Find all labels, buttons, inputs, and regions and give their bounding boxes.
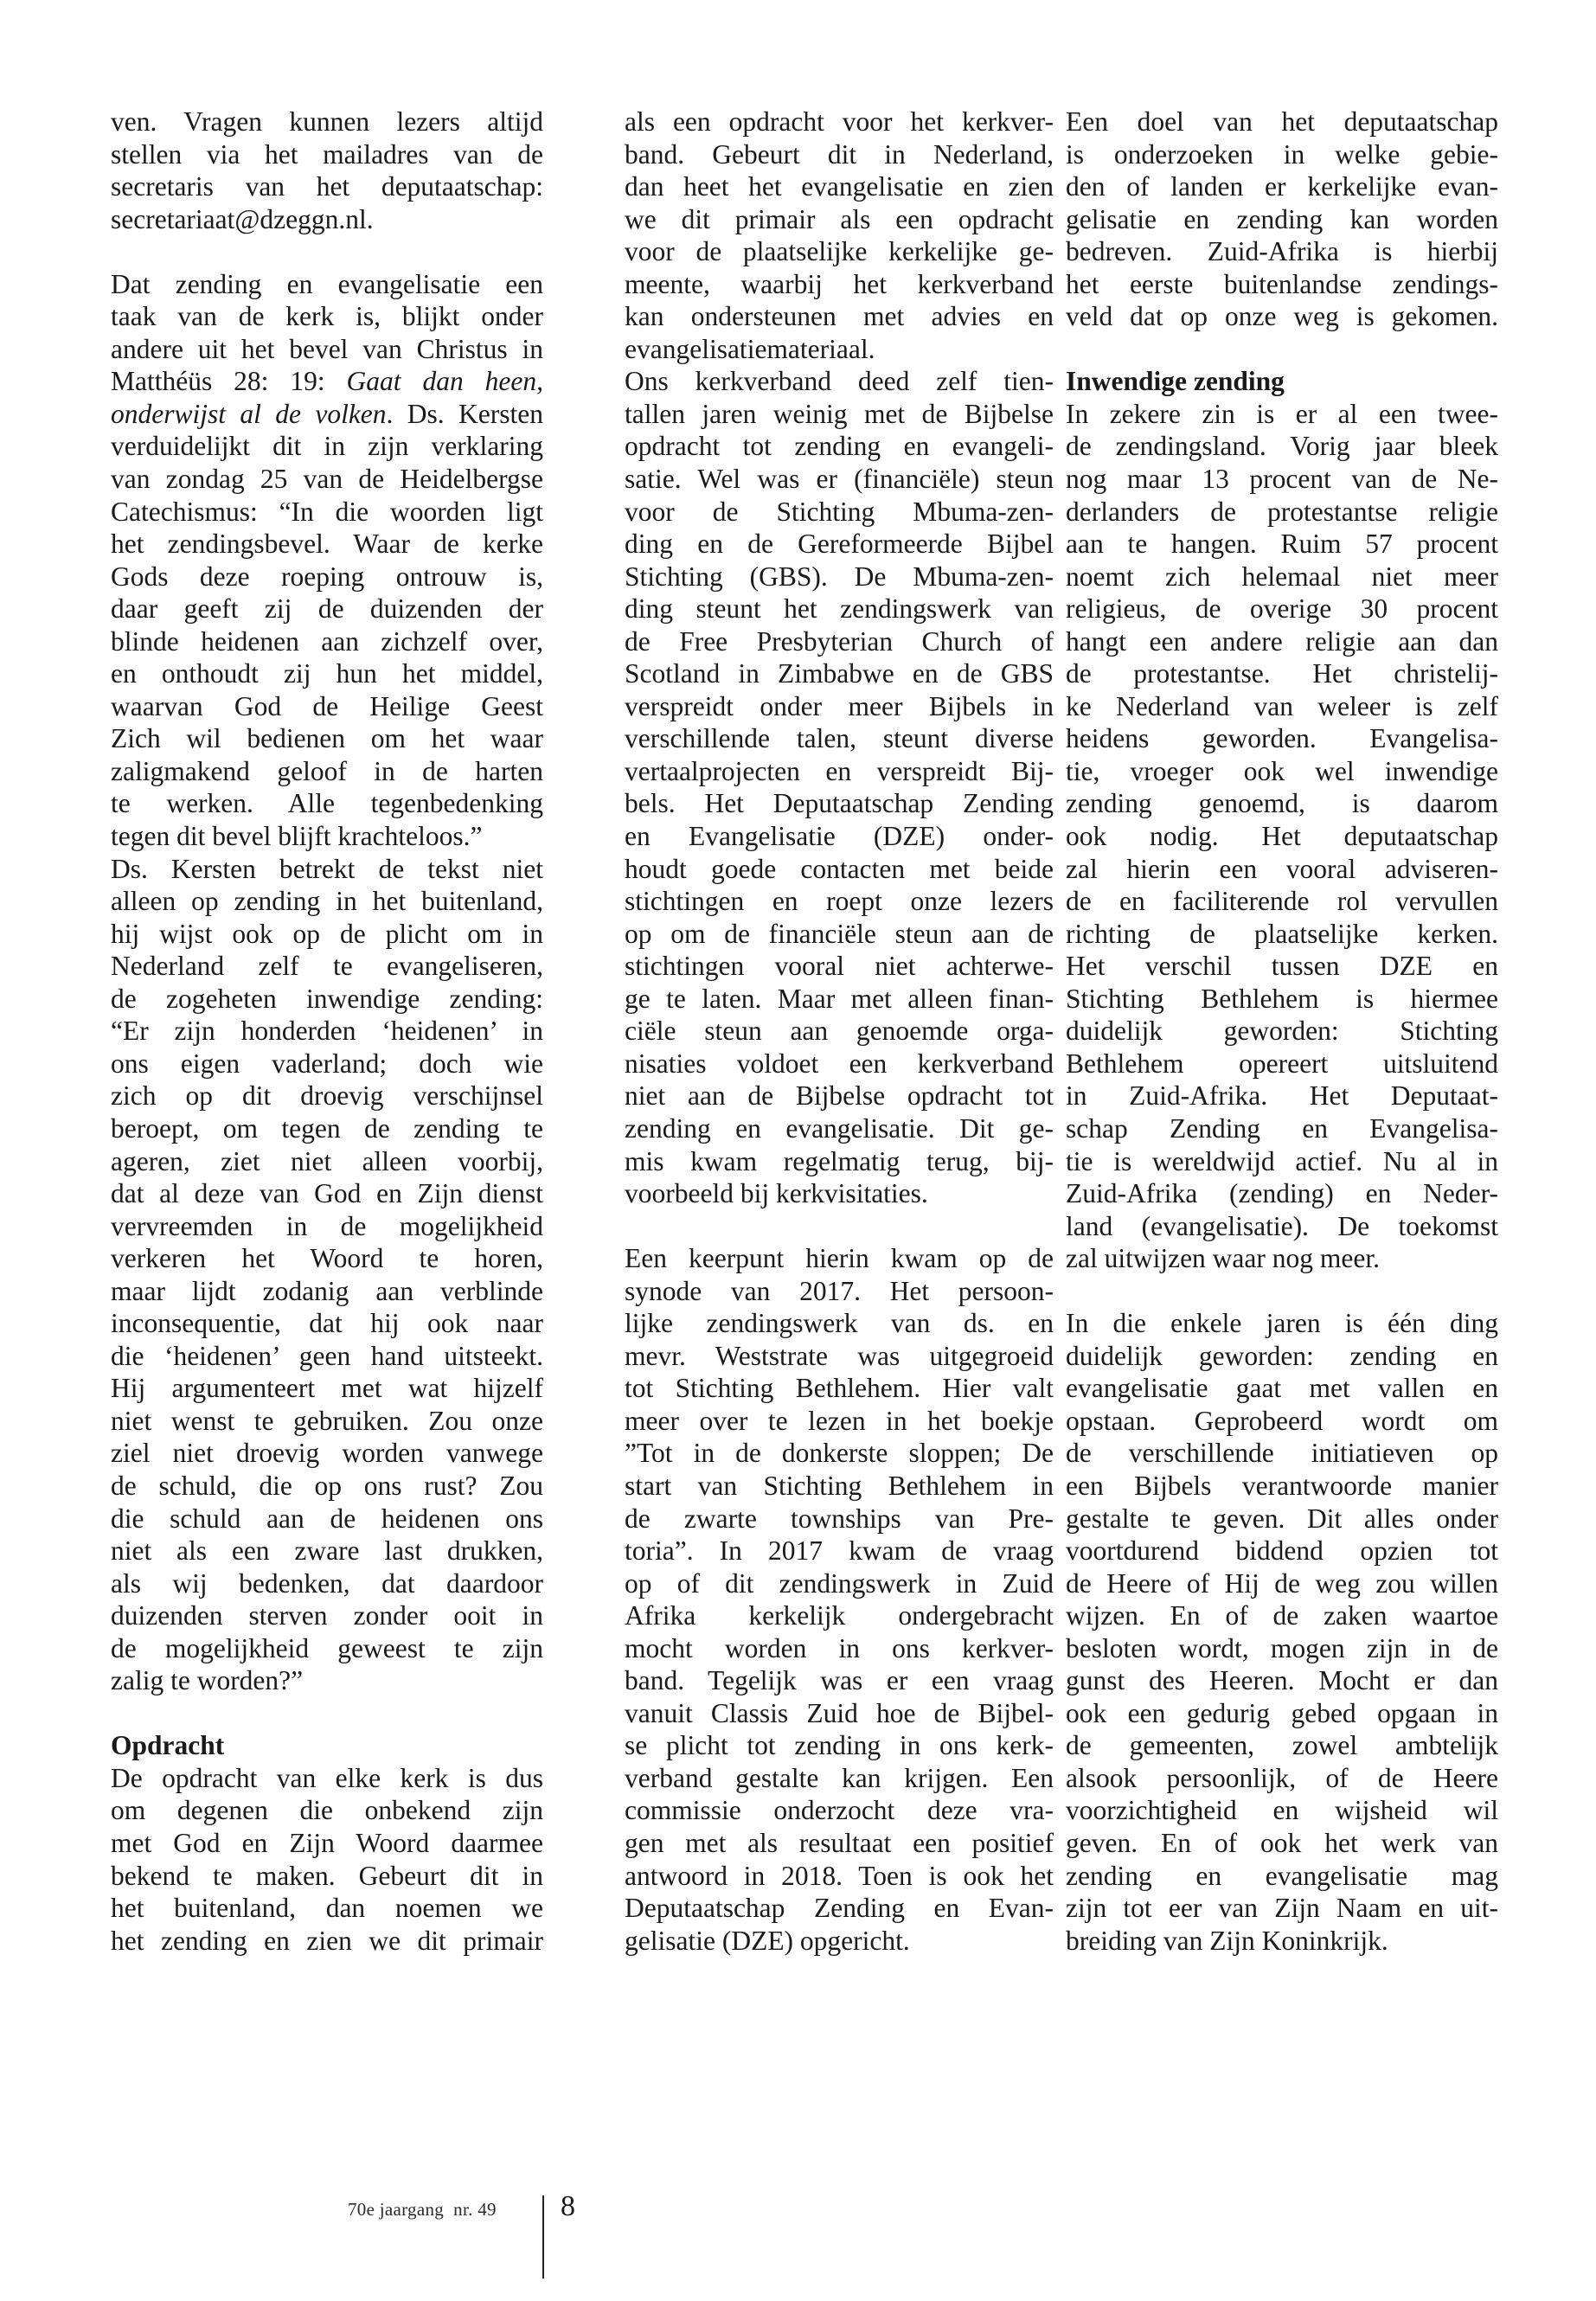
- text-line: commissie onderzocht deze vra-: [625, 1795, 1054, 1826]
- text-line: lijke zendingswerk van ds. en: [625, 1308, 1054, 1339]
- text-line: voorzichtigheid en wijsheid wil: [1066, 1795, 1498, 1826]
- text-line: beroept, om tegen de zending te: [111, 1112, 543, 1144]
- text-line: de protestantse. Het christelij-: [1066, 658, 1498, 689]
- text-line: vertaalprojecten en verspreidt Bij-: [625, 755, 1054, 786]
- text-line: dat al deze van God en Zijn dienst: [111, 1178, 543, 1209]
- paragraph-gap: [625, 1210, 1054, 1243]
- text-line: Nederland zelf te evangeliseren,: [111, 951, 543, 982]
- text-line: Een keerpunt hierin kwam op de: [625, 1243, 1054, 1274]
- text-line: is onderzoeken in welke gebie-: [1066, 138, 1498, 170]
- text-line: houdt goede contacten met beide: [625, 853, 1054, 884]
- text-line: dan heet het evangelisatie en zien: [625, 171, 1054, 202]
- text-line: satie. Wel was er (financiële) steun: [625, 464, 1054, 495]
- text-line: voorbeeld bij kerkvisitaties.: [625, 1178, 928, 1209]
- text-line: bels. Het Deputaatschap Zending: [625, 788, 1054, 819]
- text-line: veld dat op onze weg is gekomen.: [1066, 301, 1498, 332]
- text-line: stichtingen en roept onze lezers: [625, 886, 1054, 917]
- text-line: hij wijst ook op de plicht om in: [111, 918, 543, 949]
- text-line: het eerste buitenlandse zendings-: [1066, 268, 1498, 299]
- text-line: Zuid-Afrika (zending) en Neder-: [1066, 1178, 1498, 1209]
- text-line: duidelijk geworden: Stichting: [1066, 1016, 1498, 1047]
- text-line: niet wenst te gebruiken. Zou onze: [111, 1405, 543, 1436]
- text-line: synode van 2017. Het persoon-: [625, 1275, 1054, 1306]
- text-line: Zich wil bedienen om het waar: [111, 723, 543, 754]
- text-line: “Er zijn honderden ‘heidenen’ in: [111, 1016, 543, 1047]
- text-line: tie is wereldwijd actief. Nu al in: [1066, 1145, 1498, 1176]
- text-line: de zendingsland. Vorig jaar bleek: [1066, 431, 1498, 462]
- text-line: band. Gebeurt dit in Nederland,: [625, 138, 1054, 170]
- text-line: ook een gedurig gebed opgaan in: [1066, 1697, 1498, 1728]
- text-line: zal hierin een vooral adviseren-: [1066, 853, 1498, 884]
- text-line: verband gestalte kan krijgen. Een: [625, 1762, 1054, 1793]
- text-line: op of dit zendingswerk in Zuid: [625, 1567, 1054, 1599]
- paragraph-gap: [1066, 333, 1498, 366]
- text-line: Scotland in Zimbabwe en de GBS: [625, 658, 1054, 689]
- text-line: taak van de kerk is, blijkt onder: [111, 301, 543, 332]
- text-line: Dat zending en evangelisatie een: [111, 268, 543, 299]
- text-line: inconsequentie, dat hij ook naar: [111, 1308, 543, 1339]
- text-line: niet als een zware last drukken,: [111, 1535, 543, 1567]
- text-line: ke Nederland van weleer is zelf: [1066, 690, 1498, 721]
- text-line: het buitenland, dan noemen we: [111, 1893, 543, 1924]
- text-line: stellen via het mailadres van de: [111, 138, 543, 170]
- text-line: gelisatie (DZE) opgericht.: [625, 1925, 910, 1956]
- text-line: onderwijst al de volken. Ds. Kersten: [111, 398, 543, 429]
- text-line: verduidelijkt dit in zijn verklaring: [111, 431, 543, 462]
- text-line: een Bijbels verantwoorde manier: [1066, 1470, 1498, 1501]
- text-line: en onthoudt zij hun het middel,: [111, 658, 543, 689]
- text-line: ge te laten. Maar met alleen finan-: [625, 983, 1054, 1014]
- text-line: voortdurend biddend opzien tot: [1066, 1535, 1498, 1567]
- text-line: De opdracht van elke kerk is dus: [111, 1762, 543, 1793]
- text-line: nisaties voldoet een kerkverband: [625, 1048, 1054, 1079]
- text-line: Een doel van het deputaatschap: [1066, 106, 1498, 137]
- text-line: heidens geworden. Evangelisa-: [1066, 723, 1498, 754]
- text-line: Stichting Bethlehem is hiermee: [1066, 983, 1498, 1014]
- bible-quote-italic: Gaat dan heen,: [346, 366, 543, 397]
- text-line: mevr. Weststrate was uitgegroeid: [625, 1340, 1054, 1371]
- text-line: zending genoemd, is daarom: [1066, 788, 1498, 819]
- text-line: besloten wordt, mogen zijn in de: [1066, 1632, 1498, 1663]
- text-line: aan te hangen. Ruim 57 procent: [1066, 529, 1498, 560]
- column-middle: [625, 106, 1054, 1957]
- text-line: om degenen die onbekend zijn: [111, 1795, 543, 1826]
- text-line: duidelijk geworden: zending en: [1066, 1340, 1498, 1371]
- paragraph-gap: [111, 235, 543, 268]
- text-line: we dit primair als een opdracht: [625, 203, 1054, 234]
- text-line: Bethlehem opereert uitsluitend: [1066, 1048, 1498, 1079]
- text-line: ”Tot in de donkerste sloppen; De: [625, 1438, 1054, 1469]
- text-line: alleen op zending in het buitenland,: [111, 886, 543, 917]
- text-line: de Heere of Hij de weg zou willen: [1066, 1567, 1498, 1599]
- text-line: noemt zich helemaal niet meer: [1066, 561, 1498, 592]
- text-line: stichtingen vooral niet achterwe-: [625, 951, 1054, 982]
- text-line: opstaan. Geprobeerd wordt om: [1066, 1405, 1498, 1436]
- text-line: zending en evangelisatie. Dit ge-: [625, 1112, 1054, 1144]
- footer-issue-label: 70e jaargang nr. 49: [348, 2199, 497, 2220]
- text-line: evangelisatiemateriaal.: [625, 333, 875, 364]
- text-line: gunst des Heeren. Mocht er dan: [1066, 1665, 1498, 1696]
- text-line: meente, waarbij het kerkverband: [625, 268, 1054, 299]
- column-right: [1066, 106, 1498, 1957]
- text-line: de Free Presbyterian Church of: [625, 625, 1054, 657]
- text-line: band. Tegelijk was er een vraag: [625, 1665, 1054, 1696]
- text-line: Ons kerkverband deed zelf tien-: [625, 366, 1054, 397]
- text-line: se plicht tot zending in ons kerk-: [625, 1730, 1054, 1761]
- text-line: ding steunt het zendingswerk van: [625, 593, 1054, 625]
- text-line: kan ondersteunen met advies en: [625, 301, 1054, 332]
- text-line: opdracht tot zending en evangeli-: [625, 431, 1054, 462]
- text-line: ven. Vragen kunnen lezers altijd: [111, 106, 543, 137]
- text-line: Het verschil tussen DZE en: [1066, 951, 1498, 982]
- text-line: Ds. Kersten betrekt de tekst niet: [111, 853, 543, 884]
- text-line: het zendingsbevel. Waar de kerke: [111, 529, 543, 560]
- text-line: derlanders de protestantse religie: [1066, 496, 1498, 527]
- text-line: ding en de Gereformeerde Bijbel: [625, 529, 1054, 560]
- text-line: tie, vroeger ook wel inwendige: [1066, 755, 1498, 786]
- text-line: Stichting (GBS). De Mbuma-zen-: [625, 561, 1054, 592]
- text-line: Matthéüs 28: 19: Gaat dan heen,: [111, 366, 543, 397]
- text-line: mis kwam regelmatig terug, bij-: [625, 1145, 1054, 1176]
- text-line: de en faciliterende rol vervullen: [1066, 886, 1498, 917]
- text-line: wijzen. En of de zaken waartoe: [1066, 1600, 1498, 1631]
- text-line: niet aan de Bijbelse opdracht tot: [625, 1080, 1054, 1112]
- text-line: Gods deze roeping ontrouw is,: [111, 561, 543, 592]
- text-line: zalig te worden?”: [111, 1665, 304, 1696]
- text-line: secretaris van het deputaatschap:: [111, 171, 543, 202]
- text-line: religieus, de overige 30 procent: [1066, 593, 1498, 625]
- page-number: 8: [561, 2190, 575, 2222]
- text-line: duizenden sterven zonder ooit in: [111, 1600, 543, 1631]
- text-line: het zending en zien we dit primair: [111, 1925, 543, 1956]
- text-line: de mogelijkheid geweest te zijn: [111, 1632, 543, 1663]
- text-line: daar geeft zij de duizenden der: [111, 593, 543, 625]
- text-line: tot Stichting Bethlehem. Hier valt: [625, 1373, 1054, 1404]
- text-line: ook nodig. Het deputaatschap: [1066, 821, 1498, 852]
- text-line: Catechismus: “In die woorden ligt: [111, 496, 543, 527]
- text-line: bedreven. Zuid-Afrika is hierbij: [1066, 236, 1498, 267]
- text-line: de zwarte townships van Pre-: [625, 1503, 1054, 1534]
- text-line: verspreidt onder meer Bijbels in: [625, 690, 1054, 721]
- text-line: Afrika kerkelijk ondergebracht: [625, 1600, 1054, 1631]
- text-line: blinde heidenen aan zichzelf over,: [111, 625, 543, 657]
- section-heading: Inwendige zending: [1066, 366, 1285, 397]
- text-line: als een opdracht voor het kerkver-: [625, 106, 1054, 137]
- text-line: In zekere zin is er al een twee-: [1066, 398, 1498, 429]
- text-line: die schuld aan de heidenen ons: [111, 1503, 543, 1534]
- bible-quote-italic: onderwijst al de volken: [111, 398, 387, 429]
- text-line: hangt een andere religie aan dan: [1066, 625, 1498, 657]
- text-line: gelisatie en zending kan worden: [1066, 203, 1498, 234]
- text-line: de schuld, die op ons rust? Zou: [111, 1470, 543, 1501]
- text-line: toria”. In 2017 kwam de vraag: [625, 1535, 1054, 1567]
- text-line: tallen jaren weinig met de Bijbelse: [625, 398, 1054, 429]
- text-line: verkeren het Woord te horen,: [111, 1243, 543, 1274]
- paragraph-gap: [1066, 1275, 1498, 1308]
- text-line: van zondag 25 van de Heidelbergse: [111, 464, 543, 495]
- text-line: ziel niet droevig worden vanwege: [111, 1438, 543, 1469]
- text-line: als wij bedenken, dat daardoor: [111, 1567, 543, 1599]
- text-line: in Zuid-Afrika. Het Deputaat-: [1066, 1080, 1498, 1112]
- text-line: mocht worden in ons kerkver-: [625, 1632, 1054, 1663]
- paragraph-gap: [111, 1697, 543, 1730]
- text-line: bekend te maken. Gebeurt dit in: [111, 1860, 543, 1891]
- text-line: Hij argumenteert met wat hijzelf: [111, 1373, 543, 1404]
- text-line: schap Zending en Evangelisa-: [1066, 1112, 1498, 1144]
- text-line: breiding van Zijn Koninkrijk.: [1066, 1925, 1388, 1956]
- text-line: zijn tot eer van Zijn Naam en uit-: [1066, 1893, 1498, 1924]
- text-line: ageren, ziet niet alleen voorbij,: [111, 1145, 543, 1176]
- text-line: geven. En of ook het werk van: [1066, 1827, 1498, 1858]
- text-line: zich op dit droevig verschijnsel: [111, 1080, 543, 1112]
- text-line: richting de plaatselijke kerken.: [1066, 918, 1498, 949]
- text-line: zending en evangelisatie mag: [1066, 1860, 1498, 1891]
- text-line: den of landen er kerkelijke evan-: [1066, 171, 1498, 202]
- text-line: land (evangelisatie). De toekomst: [1066, 1210, 1498, 1241]
- text-line: evangelisatie gaat met vallen en: [1066, 1373, 1498, 1404]
- text-line: ons eigen vaderland; doch wie: [111, 1048, 543, 1079]
- text-line: voor de plaatselijke kerkelijke ge-: [625, 236, 1054, 267]
- text-line: de zogeheten inwendige zending:: [111, 983, 543, 1014]
- text-line: zaligmakend geloof in de harten: [111, 755, 543, 786]
- text-line: andere uit het bevel van Christus in: [111, 333, 543, 364]
- text-line: vanuit Classis Zuid hoe de Bijbel-: [625, 1697, 1054, 1728]
- text-line: gen met als resultaat een positief: [625, 1827, 1054, 1858]
- text-line: meer over te lezen in het boekje: [625, 1405, 1054, 1436]
- text-line: ciële steun aan genoemde orga-: [625, 1016, 1054, 1047]
- text-line: vervreemden in de mogelijkheid: [111, 1210, 543, 1241]
- text-line: maar lijdt zodanig aan verblinde: [111, 1275, 543, 1306]
- text-line: In die enkele jaren is één ding: [1066, 1308, 1498, 1339]
- column-left: [111, 106, 543, 1957]
- text-line: nog maar 13 procent van de Ne-: [1066, 464, 1498, 495]
- footer-divider: [542, 2195, 544, 2279]
- text-line: secretariaat@dzeggn.nl.: [111, 203, 374, 234]
- text-line: met God en Zijn Woord daarmee: [111, 1827, 543, 1858]
- text-line: start van Stichting Bethlehem in: [625, 1470, 1054, 1501]
- text-line: en Evangelisatie (DZE) onder-: [625, 821, 1054, 852]
- text-line: op om de financiële steun aan de: [625, 918, 1054, 949]
- text-line: antwoord in 2018. Toen is ook het: [625, 1860, 1054, 1891]
- text-line: alsook persoonlijk, of de Heere: [1066, 1762, 1498, 1793]
- text-line: voor de Stichting Mbuma-zen-: [625, 496, 1054, 527]
- text-line: te werken. Alle tegenbedenking: [111, 788, 543, 819]
- text-line: tegen dit bevel blijft krachteloos.”: [111, 821, 483, 852]
- text-line: de gemeenten, zowel ambtelijk: [1066, 1730, 1498, 1761]
- text-line: zal uitwijzen waar nog meer.: [1066, 1243, 1380, 1274]
- text-line: verschillende talen, steunt diverse: [625, 723, 1054, 754]
- text-line: Deputaatschap Zending en Evan-: [625, 1893, 1054, 1924]
- text-line: die ‘heidenen’ geen hand uitsteekt.: [111, 1340, 543, 1371]
- section-heading: Opdracht: [111, 1730, 225, 1761]
- text-line: gestalte te geven. Dit alles onder: [1066, 1503, 1498, 1534]
- text-line: waarvan God de Heilige Geest: [111, 690, 543, 721]
- text-line: de verschillende initiatieven op: [1066, 1438, 1498, 1469]
